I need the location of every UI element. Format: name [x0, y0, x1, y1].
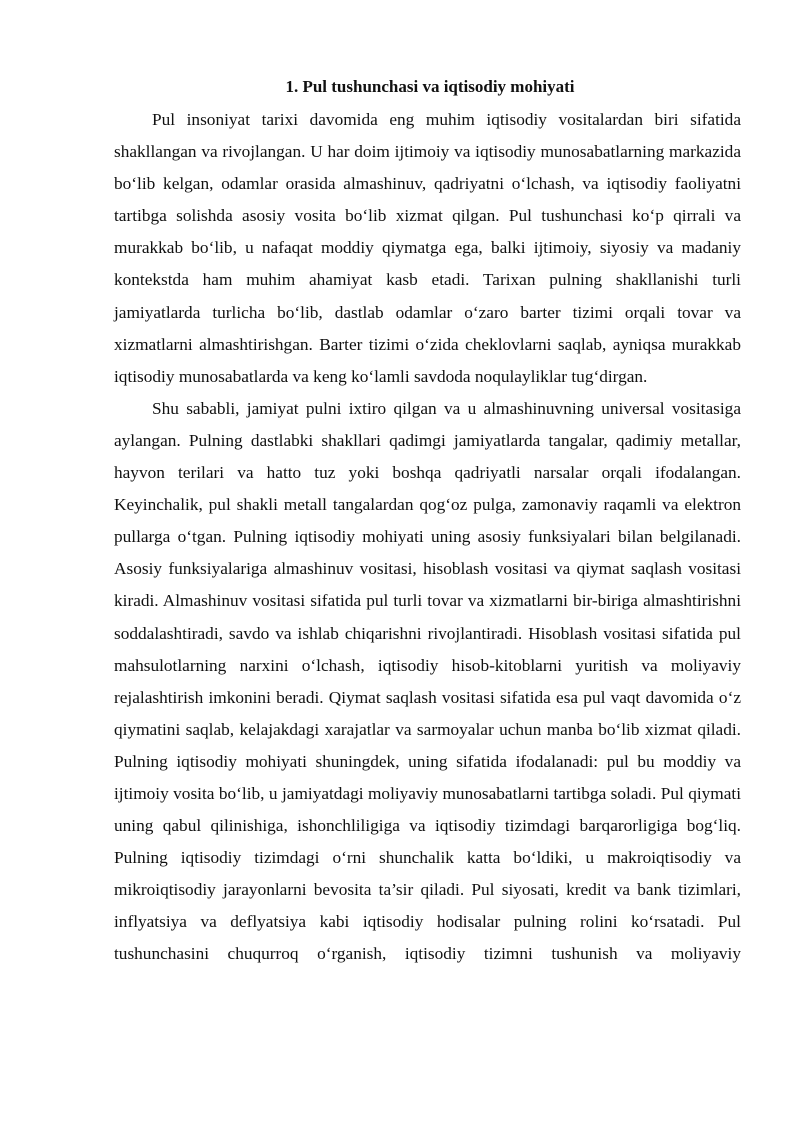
paragraph-1: Pul insoniyat tarixi davomida eng muhim iqtisodiy vositalardan biri sifatida shakllangan va rivojlangan. U har doim ijtimoiy va iqtisodiy munosabatlarning markazida bo‘lib kelgan, odamlar orasida almashinuv, qadriyatni o‘lchash, va iqtisodiy faoliyatni tartibga solishda asosiy vosita bo‘lib xizmat qilgan. Pul tushunchasi ko‘p qirrali va murakkab bo‘lib, u nafaqat moddiy qiymatga ega, balki ijtimoiy, siyosiy va madaniy kontekstda ham muhim ahamiyat kasb etadi. Tarixan pulning shakllanishi turli jamiyatlarda turlicha bo‘lib, dastlab odamlar o‘zaro barter tizimi orqali tovar va xizmatlarni almashtirishgan. Barter tizimi o‘zida cheklovlarni saqlab, ayniqsa murakkab iqtisodiy munosabatlarda va keng ko‘lamli savdoda noqulayliklar tug‘dirgan. — [114, 110, 741, 386]
section-heading: 1. Pul tushunchasi va iqtisodiy mohiyati — [285, 77, 575, 96]
paragraph-2: Shu sababli, jamiyat pulni ixtiro qilgan va u almashinuvning universal vositasiga aylangan. Pulning dastlabki shakllari qadimgi jamiyatlarda tangalar, qadimiy metallar, hayvon terilari va hatto tuz yoki boshqa qadriyatli narsalar orqali ifodalangan. Keyinchalik, pul shakli metall tangalardan qog‘oz pulga, zamonaviy raqamli va elektron pullarga o‘tgan. Pulning iqtisodiy mohiyati uning asosiy funksiyalari bilan belgilanadi. Asosiy funksiyalariga almashinuv vositasi, hisoblash vositasi va qiymat saqlash vositasi kiradi. Almashinuv vositasi sifatida pul turli tovar va xizmatlarni bir-biriga almashtirishni soddalashtiradi, savdo va ishlab chiqarishni rivojlantiradi. Hisoblash vositasi sifatida pul mahsulotlarning narxini o‘lchash, iqtisodiy hisob-kitoblarni yuritish va moliyaviy rejalashtirish imkonini beradi. Qiymat saqlash vositasi sifatida esa pul vaqt davomida o‘z qiymatini saqlab, kelajakdagi xarajatlar va sarmoyalar uchun manba bo‘lib xizmat qiladi. Pulning iqtisodiy mohiyati shuningdek, uning sifatida ifodalanadi: pul bu moddiy va ijtimoiy vosita bo‘lib, u jamiyatdagi moliyaviy munosabatlarni tartibga soladi. Pul qiymati uning qabul qilinishiga, ishonchliligiga va iqtisodiy tizimdagi barqarorligiga bog‘liq. Pulning iqtisodiy tizimdagi o‘rni shunchalik katta bo‘ldiki, u makroiqtisodiy va mikroiqtisodiy jarayonlarni bevosita ta’sir qiladi. Pul siyosati, kredit va bank tizimlari, inflyatsiya va deflyatsiya kabi iqtisodiy hodisalar pulning rolini ko‘rsatadi. Pul tushunchasini chuqurroq o‘rganish, iqtisodiy tizimni tushunish va moliyaviy — [114, 398, 741, 964]
document-body — [114, 104, 741, 971]
